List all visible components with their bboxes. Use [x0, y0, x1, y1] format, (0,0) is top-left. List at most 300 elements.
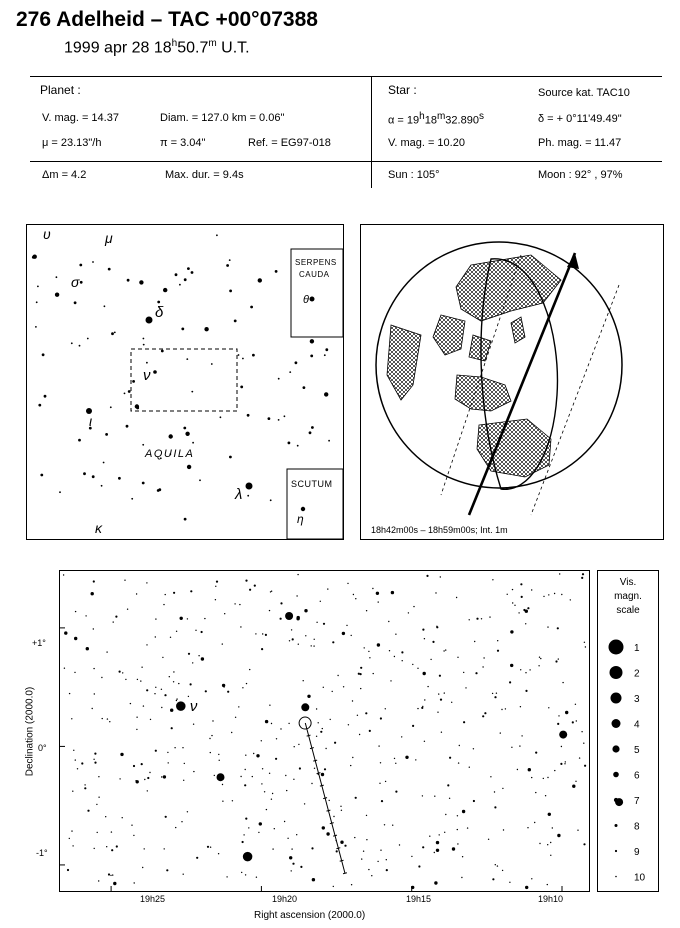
header-divider	[371, 76, 372, 188]
field-star	[359, 734, 360, 735]
finder-star	[229, 456, 232, 459]
field-star	[366, 610, 367, 611]
field-star	[146, 689, 148, 691]
legend-label: 8	[634, 821, 640, 833]
field-star	[276, 738, 277, 739]
sun-elongation: Sun : 105°	[388, 169, 440, 181]
x-tick-1920: 19h20	[272, 894, 298, 904]
star-heading: Star :	[388, 83, 417, 97]
finder-star	[226, 264, 229, 267]
field-star	[380, 717, 382, 719]
path-tick	[313, 760, 317, 761]
field-star	[246, 683, 247, 684]
field-star	[320, 731, 322, 733]
field-star	[215, 599, 216, 600]
field-star	[211, 735, 212, 736]
field-star	[201, 657, 204, 660]
finder-star	[79, 345, 81, 347]
field-star	[304, 609, 307, 612]
field-star	[144, 848, 145, 849]
finder-star	[284, 415, 286, 417]
field-star	[351, 635, 352, 636]
field-star	[395, 763, 396, 764]
field-star	[154, 693, 155, 694]
finder-star	[181, 328, 184, 331]
field-star	[74, 637, 77, 640]
field-star	[67, 869, 69, 871]
delta-mag: Δm = 4.2	[42, 169, 87, 181]
field-star	[133, 835, 134, 836]
field-star	[342, 632, 345, 635]
field-star	[395, 791, 397, 793]
finder-star	[101, 485, 103, 487]
finder-star	[211, 363, 213, 365]
field-star	[316, 736, 317, 737]
field-star	[385, 781, 386, 782]
finder-star	[87, 338, 89, 340]
label-nu-detail: ν	[189, 698, 198, 716]
field-star	[438, 693, 439, 694]
finder-star	[139, 280, 143, 284]
field-star	[271, 723, 272, 724]
field-star	[360, 688, 361, 689]
field-star	[426, 575, 428, 577]
legend-label: 1	[634, 643, 640, 654]
finder-star	[163, 288, 167, 292]
max-duration: Max. dur. = 9.4s	[165, 169, 244, 181]
field-star	[75, 611, 76, 612]
star-delta	[146, 317, 153, 324]
field-star	[435, 592, 436, 593]
field-star	[244, 784, 246, 786]
field-star	[147, 790, 148, 791]
field-star	[285, 775, 286, 776]
field-star	[106, 651, 107, 652]
field-star	[418, 865, 420, 867]
field-star	[332, 641, 334, 643]
field-star	[180, 617, 183, 620]
field-star	[510, 664, 513, 667]
field-star	[311, 783, 312, 784]
finder-star	[157, 301, 160, 304]
field-star	[107, 718, 108, 719]
field-star	[195, 630, 196, 631]
field-star	[93, 759, 94, 760]
field-star	[482, 715, 484, 717]
field-star	[269, 705, 270, 706]
finder-star	[240, 386, 243, 389]
finder-star	[59, 491, 61, 493]
field-star	[361, 858, 362, 859]
page-title: 276 Adelheid – TAC +00°07388	[16, 8, 318, 31]
field-star	[173, 681, 174, 682]
field-star	[245, 769, 246, 770]
field-star	[557, 627, 559, 629]
field-star	[452, 847, 455, 850]
star-lambda	[246, 483, 253, 490]
field-star	[174, 747, 175, 748]
field-star	[444, 692, 445, 693]
field-star	[176, 631, 177, 632]
y-axis-label: Declination (2000.0)	[24, 686, 36, 777]
finder-star	[108, 268, 111, 271]
legend-swatch	[609, 640, 624, 655]
finder-star	[247, 495, 249, 497]
field-star	[581, 577, 583, 579]
finder-star	[142, 444, 144, 446]
legend-label: 3	[634, 694, 640, 705]
field-star	[235, 717, 236, 718]
label-serpens: SERPENS	[295, 258, 337, 267]
finder-star	[36, 301, 38, 303]
field-star	[360, 667, 362, 669]
field-star	[265, 720, 268, 723]
field-star	[323, 687, 324, 688]
field-star	[559, 573, 560, 574]
field-star	[231, 732, 232, 733]
field-star	[519, 745, 520, 746]
moon-info: Moon : 92° , 97%	[538, 169, 623, 181]
bright-star	[301, 703, 309, 711]
field-star	[434, 796, 435, 797]
path-tick	[327, 810, 331, 811]
field-star	[458, 762, 459, 763]
field-star	[304, 803, 305, 804]
field-star	[322, 728, 323, 729]
field-star	[520, 583, 522, 585]
field-star	[300, 866, 302, 868]
field-star	[311, 645, 312, 646]
field-star	[155, 618, 156, 619]
field-star	[456, 597, 457, 598]
finder-star	[32, 256, 35, 259]
y-tick-minus1: -1°	[36, 848, 48, 858]
finder-star	[303, 386, 306, 389]
field-star	[481, 618, 482, 619]
field-star	[514, 605, 515, 606]
field-star	[284, 821, 285, 822]
field-star	[196, 857, 198, 859]
field-star	[379, 783, 380, 784]
field-star	[389, 650, 390, 651]
field-star	[297, 574, 298, 575]
field-star	[175, 827, 176, 828]
star-vmag: V. mag. = 10.20	[388, 137, 465, 149]
field-star	[579, 757, 580, 758]
field-star	[210, 752, 211, 753]
finder-chart	[26, 224, 344, 540]
field-star	[535, 752, 537, 754]
field-star	[69, 838, 70, 839]
field-star	[502, 870, 503, 871]
field-star	[280, 618, 282, 620]
field-star	[271, 799, 272, 800]
label-lambda: λ	[235, 486, 243, 503]
finder-star	[288, 442, 291, 445]
field-star	[161, 776, 162, 777]
finder-star	[324, 392, 328, 396]
field-star	[422, 795, 423, 796]
field-star	[547, 777, 548, 778]
field-star	[227, 691, 229, 693]
field-star	[547, 626, 548, 627]
field-star	[91, 592, 94, 595]
field-star	[503, 829, 504, 830]
field-star	[261, 648, 263, 650]
field-star	[402, 660, 403, 661]
field-star	[380, 850, 381, 851]
label-theta: θ	[303, 294, 309, 306]
finder-star	[258, 278, 262, 282]
finder-star	[275, 270, 278, 273]
field-star	[531, 589, 532, 590]
field-star	[340, 841, 343, 844]
field-star	[226, 876, 227, 877]
field-star	[143, 705, 144, 706]
field-star	[269, 773, 270, 774]
planet-diam: Diam. = 127.0 km = 0.06"	[160, 112, 285, 124]
field-star	[421, 707, 423, 709]
field-star	[497, 650, 499, 652]
planet-vmag: V. mag. = 14.37	[42, 112, 119, 124]
field-star	[265, 634, 267, 636]
label-sigma: σ	[71, 274, 80, 290]
finder-star	[250, 306, 253, 309]
source-catalog: Source kat. TAC10	[538, 87, 630, 99]
finder-star	[124, 393, 126, 395]
field-star	[122, 672, 123, 673]
finder-star	[103, 462, 105, 464]
finder-star	[71, 342, 73, 344]
field-star	[238, 706, 239, 707]
field-star	[512, 602, 513, 603]
field-star	[113, 621, 114, 622]
finder-star	[104, 305, 106, 307]
field-star	[122, 817, 123, 818]
field-star	[212, 720, 213, 721]
x-axis-label: Right ascension (2000.0)	[254, 910, 366, 921]
field-star	[171, 727, 173, 729]
field-star	[376, 592, 379, 595]
field-star	[292, 863, 294, 865]
field-star	[422, 846, 424, 848]
finder-star	[183, 427, 186, 430]
field-star	[77, 768, 78, 769]
field-star	[494, 696, 496, 698]
field-star	[111, 849, 113, 851]
field-star	[327, 588, 328, 589]
field-star	[136, 780, 139, 783]
field-star	[521, 735, 522, 736]
field-star	[525, 672, 526, 673]
field-star	[69, 693, 70, 694]
field-star	[187, 618, 188, 619]
legend-swatch	[615, 824, 618, 827]
field-star	[373, 673, 374, 674]
field-star	[412, 725, 414, 727]
field-star	[178, 683, 179, 684]
field-star	[366, 815, 367, 816]
planet-heading: Planet :	[40, 83, 81, 97]
field-star	[333, 816, 334, 817]
field-star	[476, 618, 478, 620]
path-tick	[343, 873, 347, 874]
field-star	[547, 884, 548, 885]
field-star	[222, 684, 225, 687]
field-star	[181, 821, 182, 822]
field-star	[558, 658, 559, 659]
field-star	[352, 757, 353, 758]
header-top-rule	[30, 76, 662, 77]
field-star	[341, 810, 342, 811]
field-star	[443, 650, 444, 651]
finder-star	[220, 416, 222, 418]
label-kappa: κ	[95, 520, 102, 536]
field-star	[510, 630, 513, 633]
field-star	[429, 836, 430, 837]
field-star	[518, 612, 519, 613]
field-star	[557, 723, 559, 725]
star-nu	[153, 370, 157, 374]
field-star	[245, 755, 246, 756]
field-star	[391, 591, 394, 594]
field-star	[254, 585, 256, 587]
field-star	[256, 754, 259, 757]
finder-star	[143, 344, 145, 346]
field-star	[509, 681, 511, 683]
field-star	[289, 640, 290, 641]
finder-star	[191, 271, 194, 274]
field-star	[94, 762, 96, 764]
field-star	[275, 758, 277, 760]
field-star	[358, 673, 360, 675]
field-star	[164, 848, 165, 849]
field-star	[75, 759, 76, 760]
finder-star	[105, 433, 108, 436]
field-star	[176, 700, 177, 701]
finder-star	[80, 281, 83, 284]
field-star	[150, 719, 151, 720]
field-star	[201, 631, 203, 633]
finder-star	[38, 404, 41, 407]
field-star	[543, 778, 544, 779]
field-star	[547, 844, 548, 845]
field-star	[333, 886, 334, 887]
field-star	[534, 822, 535, 823]
field-star	[564, 763, 565, 764]
field-star	[538, 665, 539, 666]
finder-star	[191, 391, 193, 393]
field-star	[558, 715, 559, 716]
field-star	[492, 878, 494, 880]
finder-star	[128, 390, 131, 393]
field-star	[517, 769, 518, 770]
field-star	[440, 699, 442, 701]
field-star	[583, 843, 585, 845]
finder-star	[185, 432, 189, 436]
field-star	[441, 732, 442, 733]
field-star	[193, 724, 194, 725]
path-tick	[333, 835, 337, 836]
label-mu: μ	[105, 230, 113, 246]
field-star	[325, 748, 326, 749]
field-star	[240, 776, 241, 777]
field-star	[269, 610, 270, 611]
legend-label: 10	[634, 872, 646, 884]
field-star	[445, 814, 446, 815]
field-star	[415, 759, 416, 760]
field-star	[218, 853, 219, 854]
field-star	[351, 884, 352, 885]
field-star	[531, 878, 532, 879]
field-star	[584, 642, 585, 643]
field-star	[437, 712, 438, 713]
bright-star	[243, 852, 253, 862]
field-star	[474, 641, 475, 642]
field-star	[539, 657, 540, 658]
field-star	[346, 625, 347, 626]
field-star	[183, 874, 184, 875]
field-star	[368, 651, 369, 652]
field-star	[457, 657, 458, 658]
star-phmag: Ph. mag. = 11.47	[538, 137, 622, 149]
field-star	[469, 619, 470, 620]
field-star	[395, 634, 396, 635]
legend-label: 9	[634, 847, 640, 858]
field-star	[219, 760, 220, 761]
field-star	[222, 801, 223, 802]
field-star	[582, 573, 584, 575]
field-star	[562, 682, 563, 683]
field-star	[291, 870, 292, 871]
field-star	[324, 768, 326, 770]
field-star	[525, 886, 528, 889]
field-star	[424, 699, 425, 700]
field-star	[274, 828, 275, 829]
field-star	[165, 594, 166, 595]
field-star	[401, 651, 403, 653]
finder-star	[310, 339, 314, 343]
field-star	[527, 827, 528, 828]
field-star	[86, 647, 89, 650]
field-star	[207, 846, 209, 848]
field-star	[545, 795, 546, 796]
finder-star	[289, 371, 291, 373]
field-star	[242, 841, 244, 843]
field-star	[357, 715, 358, 716]
field-star	[554, 770, 555, 771]
field-star	[272, 793, 273, 794]
field-star	[291, 629, 292, 630]
field-star	[84, 784, 85, 785]
legend-swatch	[610, 666, 623, 679]
field-star	[490, 776, 491, 777]
field-star	[248, 827, 249, 828]
field-star	[386, 869, 388, 871]
field-star	[137, 679, 138, 680]
axis-ticks	[60, 628, 562, 891]
field-star	[155, 636, 156, 637]
finder-star	[131, 498, 133, 500]
field-star	[259, 822, 262, 825]
field-star	[392, 825, 393, 826]
field-star	[147, 777, 149, 779]
field-star	[133, 765, 135, 767]
field-star	[511, 747, 512, 748]
legend-label: 4	[634, 719, 640, 731]
field-star	[507, 594, 508, 595]
field-star	[291, 848, 292, 849]
